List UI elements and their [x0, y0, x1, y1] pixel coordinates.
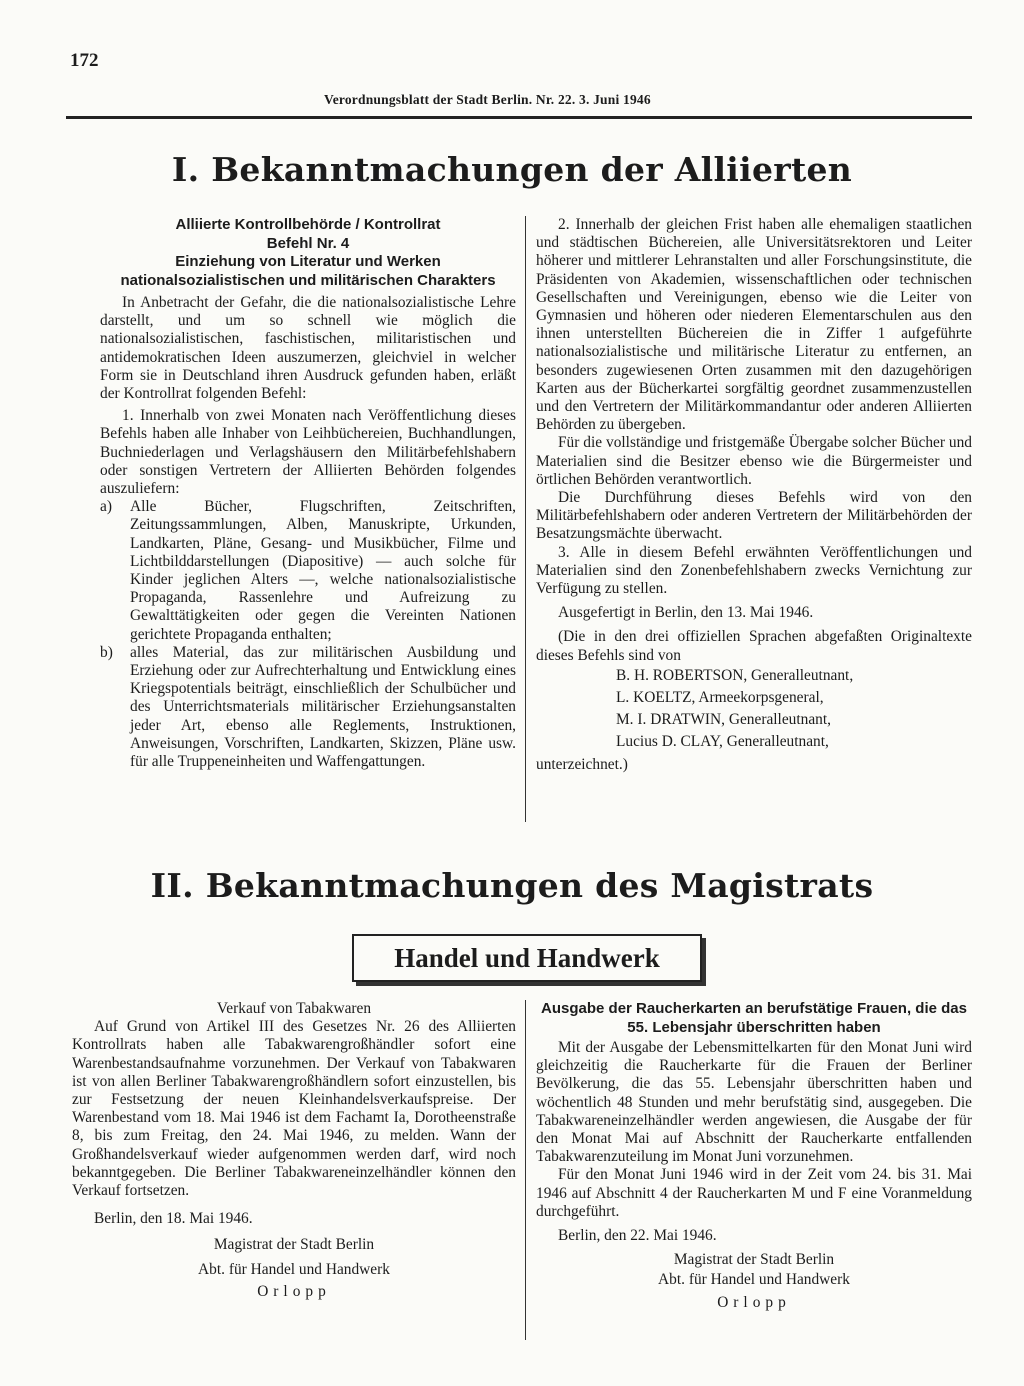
list-body-a: Alle Bücher, Flugschriften, Zeitschriften, Zeitungssammlungen, Alben, Manuskripte, Urkunden, Landkarten, Pläne, Gesang- und Musikbücher, Filme und Lichtbilddarstellungen (Diapositive) — auch solche für Kinder jeglichen Alters —, welche nationalsozialistische Propaganda, Rassenlehre und Aufreizung zu Gewalttätigkeiten oder gegen die Vereinten Nationen gerichtete Propaganda enthalten; — [130, 498, 516, 643]
smoker-card-heading: Ausgabe der Raucherkarten an berufstätige Frauen, die das 55. Lebensjahr überschritten haben — [541, 1000, 967, 1036]
tobacco-sale-signature-3: Orlopp — [257, 1282, 331, 1300]
section-2-left-column — [72, 1000, 516, 1301]
list-body-b: alles Material, das zur militärischen Ausbildung und Erziehung oder zur Aufrechterhaltung und Entwicklung eines Kriegspotentials beiträgt, einschließlich der Schulbücher und des Unterrichtsmaterials militärischer Erziehungsanstalten jeder Art, ebenso alle Reglements, Instruktionen, Anweisungen, Vorschriften, Landkarten, Skizzen, Pläne usw. für alle Truppeneinheiten und Waffengattungen. — [130, 643, 516, 771]
point-2-paragraph: 2. Innerhalb der gleichen Frist haben alle ehemaligen staatlichen und städtischen Büchereien, alle Universitätsrektoren und Leiter höherer und mittlerer Lehranstalten und aller Forschungsinstitute, die Präsidenten von Akademien, wissenschaftlichen oder technischen Gesellschaften und Vereinigungen, ebenso wie die Leiter von Gymnasien und höheren oder niederen Elementarschulen aus den ihnen unterstellten Büchereien die in Ziffer 1 aufgeführte nationalsozialistische und militärische Literatur zu entfernen, an besonders zugewiesenen Orten zusammen mit den dazugehörigen Karten aus der Bücherkartei sorgfältig geordnet zusammenzustellen und den Vertretern der Militärkommandantur oder anderen Alliierten Behörden zu übergeben. — [536, 216, 972, 434]
signatory-robertson: B. H. ROBERTSON, Generalleutnant, — [616, 666, 854, 684]
issued-date: Ausgefertigt in Berlin, den 13. Mai 1946. — [558, 604, 814, 622]
running-header: Verordnungsblatt der Stadt Berlin. Nr. 22. 3. Juni 1946 — [324, 92, 651, 107]
smoker-card-date: Berlin, den 22. Mai 1946. — [558, 1227, 717, 1245]
delivery-paragraph: Für die vollständige und fristgemäße Übergabe solcher Bücher und Materialien sind die Besitzer ebenso wie die Bürgermeister und örtlichen Behörden verantwortlich. — [536, 434, 972, 488]
smoker-card-signature-3: Orlopp — [717, 1293, 791, 1311]
section-1-left-column — [100, 216, 516, 771]
tobacco-sale-heading: Verkauf von Tabakwaren — [216, 1000, 372, 1017]
signatory-dratwin: M. I. DRATWIN, Generalleutnant, — [616, 711, 831, 729]
heading-order-subject: Einziehung von Literatur und Werken nationalsozialistischen und militärischen Charakters — [120, 253, 496, 289]
signatory-clay: Lucius D. CLAY, Generalleutnant, — [616, 733, 829, 751]
list-marker-b: b) — [100, 643, 113, 661]
tobacco-sale-body: Auf Grund von Artikel III des Gesetzes Nr. 26 des Alliierten Kontrollrats haben alle Tabakwarengroßhändler sofort eine Warenbestandsaufnahme vorzunehmen. Der Verkauf von Tabakwaren ist von allen Berliner Tabakwarengroßhändlern sofort einzustellen, bis zur Festsetzung der neuen Kleinhandelsverkaufspreise. Der Warenbestand vom 18. Mai 1946 ist dem Fachamt Ia, Dorotheenstraße 8, bis zum Freitag, den 24. Mai 1946, zu melden. Wann der Großhandelsverkauf wieder aufgenommen werden darf, wird noch bekanntgegeben. Die Berliner Tabakwareneinzelhändler können den Verkauf fortsetzen. — [72, 1018, 516, 1200]
tobacco-sale-signature-1: Magistrat der Stadt Berlin — [213, 1236, 375, 1254]
list-marker-a: a) — [100, 498, 112, 516]
heading-order-number: Befehl Nr. 4 — [266, 234, 350, 252]
signed-close: unterzeichnet.) — [536, 755, 628, 773]
signatory-koeltz: L. KOELTZ, Armeekorpsgeneral, — [616, 689, 824, 707]
list-item-a — [100, 498, 516, 644]
page-number: 172 — [70, 50, 99, 71]
section-1-title: I. Bekanntmachungen der Alliierten — [171, 150, 853, 189]
smoker-card-body-1: Mit der Ausgabe der Lebensmittelkarten für den Monat Juni wird gleichzeitig die Raucherkarte für die Frauen der Berliner Bevölkerung, die das 55. Lebensjahr überschritten haben und wöchentlich 48 Stunden und mehr berufstätig sind, ausgegeben. Die Tabakwareneinzelhändler werden angewiesen, die Ausgabe der für den Monat Mai auf Abschnitt der Raucherkarte entfallenden Tabakwarenzuteilung im Monat Juni vorzunehmen. — [536, 1039, 972, 1166]
point-3-paragraph: 3. Alle in diesem Befehl erwähnten Veröffentlichungen und Materialien sind den Zonenbefehlshabern zwecks Vernichtung zur Verfügung zu stellen. — [536, 543, 972, 598]
column-divider — [525, 216, 526, 822]
tobacco-sale-signature-2: Abt. für Handel und Handwerk — [198, 1260, 390, 1278]
heading-authority: Alliierte Kontrollbehörde / Kontrollrat — [175, 216, 441, 233]
column-divider-2 — [525, 1000, 526, 1340]
section-2-right-column — [536, 1000, 972, 1312]
smoker-card-signature-1: Magistrat der Stadt Berlin — [673, 1251, 835, 1269]
list-item-b — [100, 644, 516, 771]
execution-paragraph: Die Durchführung dieses Befehls wird von den Militärbefehlshabern oder anderen Vertretern der Militärbehörden der Besatzungsmächte überwacht. — [536, 489, 972, 543]
header-rule — [66, 116, 972, 119]
point-1-paragraph: 1. Innerhalb von zwei Monaten nach Veröffentlichung dieses Befehls haben alle Inhaber von Leihbüchereien, Buchhandlungen, Buchniederlagen und Verlagshäusern den Militärbefehlshabern oder sonstigen Vertretern der Alliierten Behörden folgendes auszuliefern: — [100, 407, 516, 498]
smoker-card-signature-2: Abt. für Handel und Handwerk — [658, 1271, 850, 1289]
intro-paragraph: In Anbetracht der Gefahr, die die nationalsozialistische Lehre darstellt, und um so schnell wie möglich die nationalsozialistischen, faschistischen, militaristischen und antidemokratischen Ideen auszumerzen, gleichviel in welcher Form sie in Deutschland ihren Ausdruck gefunden haben, erläßt der Kontrollrat folgenden Befehl: — [100, 294, 516, 403]
section-2-title: II. Bekanntmachungen des Magistrats — [150, 866, 874, 905]
smoker-card-body-2: Für den Monat Juni 1946 wird in der Zeit vom 24. bis 31. Mai 1946 auf Abschnitt 4 der Raucherkarten M und F eine Voranmeldung durchgeführt. — [536, 1166, 972, 1220]
originals-note: (Die in den drei offiziellen Sprachen abgefaßten Originaltexte dieses Befehls sind von — [536, 628, 972, 664]
tobacco-sale-date: Berlin, den 18. Mai 1946. — [94, 1210, 253, 1228]
section-1-right-column — [536, 216, 972, 774]
department-box-title: Handel und Handwerk — [352, 934, 702, 982]
